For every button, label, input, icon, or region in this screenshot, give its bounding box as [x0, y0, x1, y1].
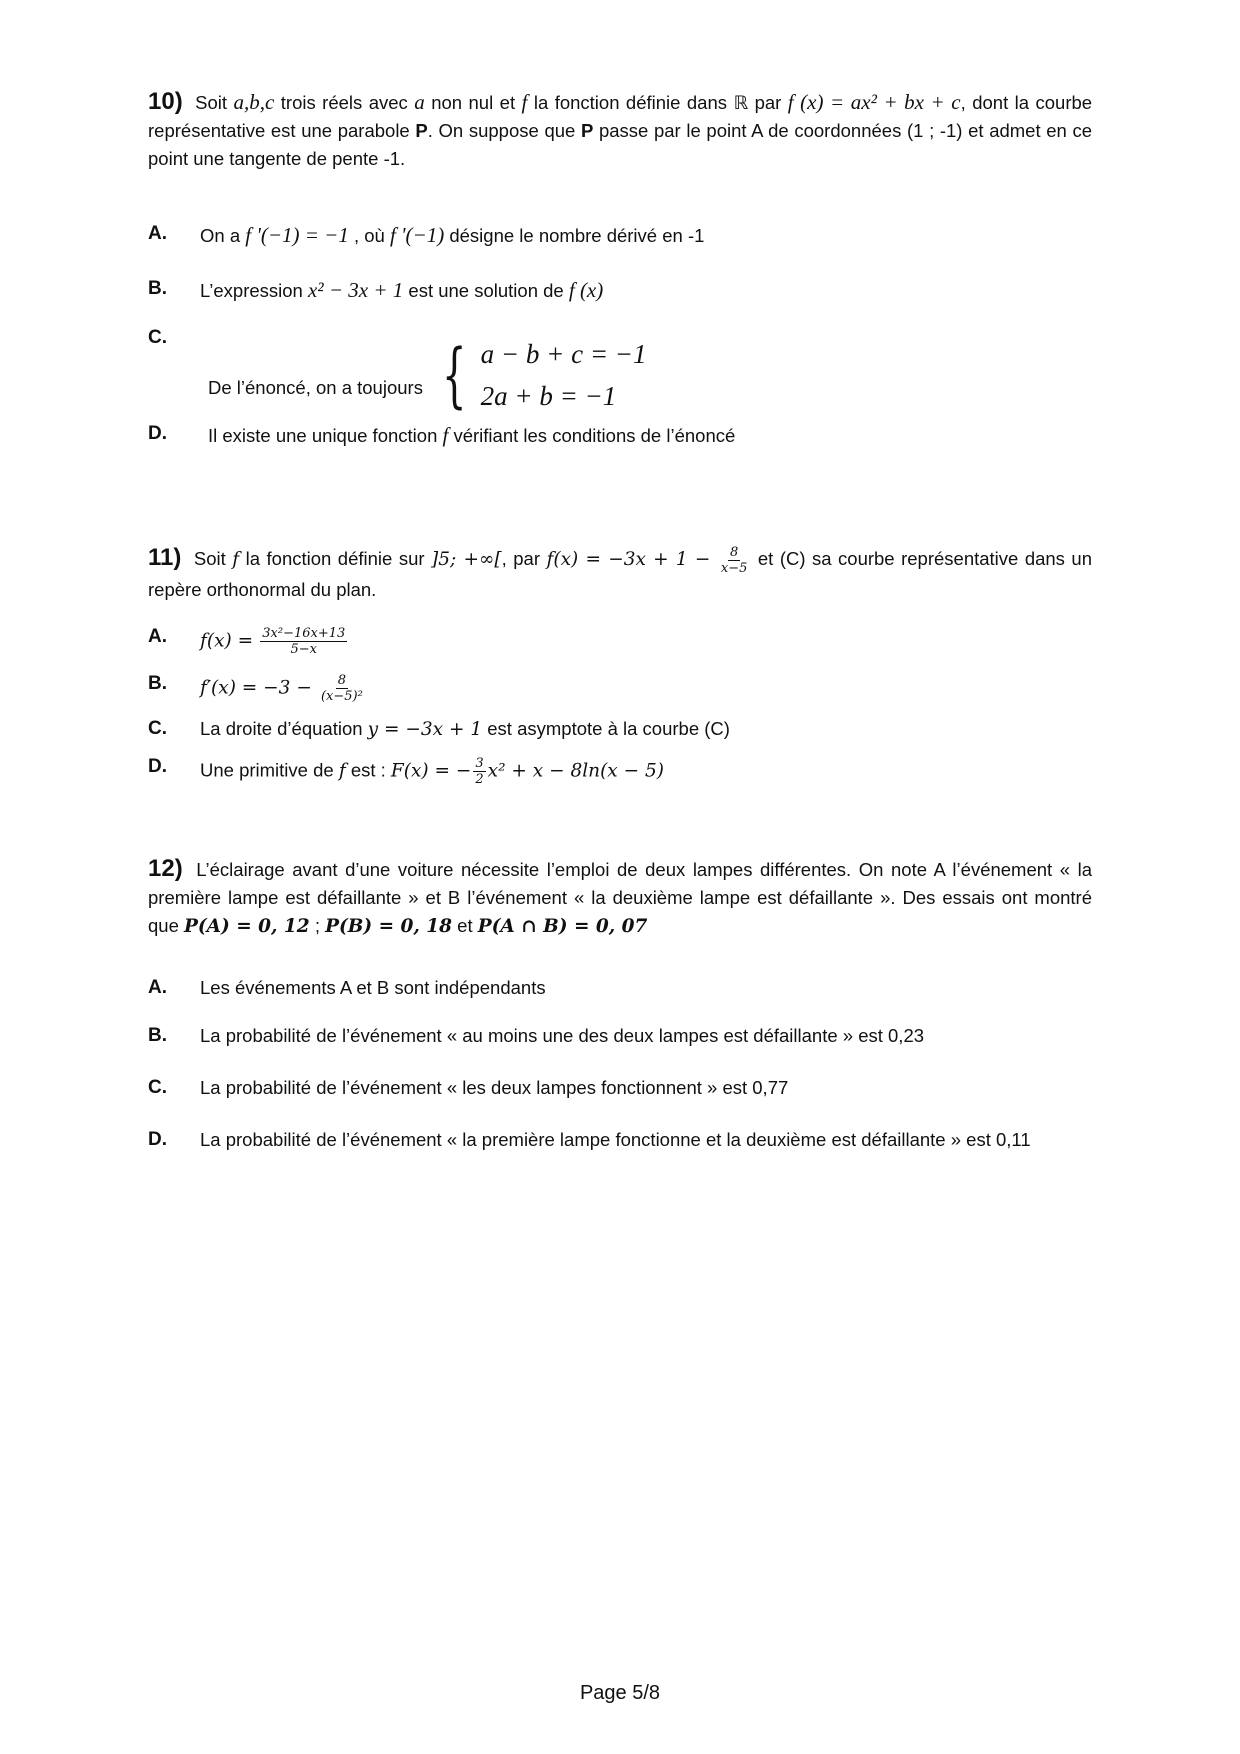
math-var: a: [414, 90, 425, 114]
stem-text: passe par le point A de coordonnées (1 ; -1) et admet en ce point une tangente de pente -1.: [148, 120, 1093, 169]
option-label: C.: [148, 717, 167, 739]
option-text-part: De l’énoncé, on a toujours: [208, 376, 423, 398]
option-label: A.: [148, 976, 167, 998]
math-expression: f(x) =: [200, 630, 254, 651]
fraction-numerator: 3: [475, 755, 484, 771]
stem-text: , par: [501, 548, 540, 569]
fraction: [260, 626, 347, 657]
fraction-denominator: x−5: [720, 560, 748, 576]
option-label: A.: [148, 625, 167, 647]
question-12-stem: [148, 855, 1092, 941]
option-text-part: L’expression: [200, 280, 303, 301]
stem-text: la fonction définie sur: [245, 548, 425, 569]
question-number: 10): [148, 88, 183, 115]
option-label: D.: [148, 755, 167, 777]
question-12-option-a: [148, 977, 1092, 999]
option-label: B.: [148, 278, 167, 299]
probability-a-and-b: P(A ∩ B) = 0, 07: [477, 915, 648, 937]
fraction: [473, 756, 485, 787]
math-expression: f(x) = −3x + 1 −: [546, 549, 711, 570]
question-10-stem: [148, 88, 1092, 173]
question-11-stem: [148, 544, 1092, 604]
math-var: f: [338, 760, 346, 781]
option-text: [200, 626, 1092, 657]
math-var: f: [521, 90, 528, 114]
fraction-denominator: 2: [475, 771, 484, 787]
option-text: La probabilité de l’événement « au moins une des deux lampes est défaillante » est 0,23: [200, 1024, 925, 1046]
question-10: [148, 88, 1092, 448]
question-11-option-c: [148, 718, 1092, 740]
option-text-part: est une solution de: [408, 280, 564, 301]
question-12-option-b: [148, 1025, 1092, 1047]
option-text: Les événements A et B sont indépendants: [200, 976, 546, 998]
parabola-name: P: [580, 120, 594, 141]
probability-a: P(A) = 0, 12: [184, 915, 310, 937]
option-text: [200, 718, 1092, 740]
math-expression: f (x): [568, 278, 604, 302]
page-number: Page 5/8: [579, 1682, 661, 1704]
question-10-option-c: [148, 327, 1092, 416]
option-text-part: vérifiant les conditions de l’énoncé: [453, 425, 736, 446]
question-11: [148, 544, 1092, 787]
fraction-numerator: 8: [730, 544, 739, 560]
option-label: D.: [148, 423, 167, 444]
math-var: f: [442, 423, 449, 447]
fraction: [719, 545, 750, 576]
option-text-part: Une primitive de: [200, 759, 334, 780]
option-text: [200, 673, 1092, 704]
fraction: [319, 673, 365, 704]
stem-text: L’éclairage avant d’une voiture nécessite l’emploi de deux lampes différentes. On note A l’événement « la première lampe est défaillante » et B l’événement « la deuxième lampe est défaillante ». Des essais ont montré que: [148, 858, 1092, 936]
equation-line-2: 2a + b = −1: [480, 381, 617, 411]
option-text: [200, 756, 1092, 787]
stem-text: non nul et: [431, 92, 516, 113]
fraction-denominator: (x−5)²: [320, 688, 363, 704]
question-10-option-a: [148, 223, 1092, 248]
fraction-numerator: 8: [337, 672, 347, 688]
brace-icon: {: [442, 334, 467, 416]
option-label: D.: [148, 1128, 167, 1150]
math-expression: y = −3x + 1: [367, 718, 483, 740]
system-lines: [481, 333, 647, 417]
option-text: La probabilité de l’événement « la première lampe fonctionne et la deuxième est défaillante » est 0,11: [200, 1128, 1031, 1150]
option-text-part: désigne le nombre dérivé en -1: [449, 225, 705, 246]
question-11-option-a: [148, 626, 1092, 657]
question-12-option-c: [148, 1077, 1092, 1099]
separator: ;: [314, 914, 320, 936]
option-text-part: , où: [353, 225, 385, 246]
math-expression: F(x) = −: [390, 760, 472, 781]
option-label: C.: [148, 1076, 167, 1098]
option-text-part: Il existe une unique fonction: [208, 425, 438, 446]
equation-system: [428, 333, 646, 417]
parabola-name: P: [415, 120, 428, 141]
probability-b: P(B) = 0, 18: [325, 915, 453, 937]
stem-text: , dont la courbe représentative est une parabole: [148, 92, 1093, 141]
math-expression: f '(−1) = −1: [245, 223, 349, 247]
option-label: B.: [148, 1024, 167, 1046]
question-12: [148, 855, 1092, 1151]
question-10-option-d: [148, 423, 1092, 448]
math-expression: f′(x) = −3 −: [200, 677, 312, 698]
math-expression: f '(−1): [389, 223, 445, 247]
math-var: f: [232, 549, 240, 570]
stem-text: . On suppose que: [427, 120, 576, 141]
question-11-option-d: [148, 756, 1092, 787]
separator: et: [457, 914, 473, 936]
stem-text: trois réels avec: [280, 92, 408, 113]
option-label: C.: [148, 327, 167, 348]
option-text-part: est asymptote à la courbe (C): [487, 717, 730, 739]
option-text: [200, 223, 1092, 248]
fraction-denominator: 5−x: [290, 641, 317, 657]
math-expression: x² + x − 8ln(x − 5): [487, 760, 664, 781]
reals-symbol: ℝ: [733, 92, 749, 113]
math-interval: ]5; +∞[: [431, 549, 502, 570]
question-12-option-d: [148, 1129, 1092, 1151]
question-11-option-b: [148, 673, 1092, 704]
option-text: [200, 423, 1092, 448]
option-label: A.: [148, 223, 167, 244]
option-text-part: On a: [200, 225, 241, 246]
function-definition: f (x) = ax² + bx + c: [787, 90, 961, 114]
document-page: [148, 88, 1092, 1151]
question-number: 11): [148, 544, 182, 571]
question-10-option-b: [148, 278, 1092, 303]
stem-text: la fonction définie dans: [533, 92, 728, 113]
stem-text: Soit: [195, 92, 228, 113]
option-text: [200, 327, 1092, 416]
option-text: La probabilité de l’événement « les deux lampes fonctionnent » est 0,77: [200, 1076, 789, 1098]
option-text-part: La droite d’équation: [200, 717, 363, 739]
math-vars: a,b,c: [233, 90, 275, 114]
stem-text: et (C) sa courbe représentative dans un repère orthonormal du plan.: [148, 548, 1093, 600]
option-text-part: est :: [350, 759, 386, 780]
option-text: [200, 278, 1092, 303]
equation-line-1: a − b + c = −1: [480, 339, 647, 369]
math-expression: x² − 3x + 1: [307, 278, 404, 302]
fraction-numerator: 3x²−16x+13: [262, 625, 346, 641]
stem-text: Soit: [193, 548, 226, 569]
option-label: B.: [148, 672, 167, 694]
stem-text: par: [754, 92, 782, 113]
question-number: 12): [148, 854, 183, 882]
